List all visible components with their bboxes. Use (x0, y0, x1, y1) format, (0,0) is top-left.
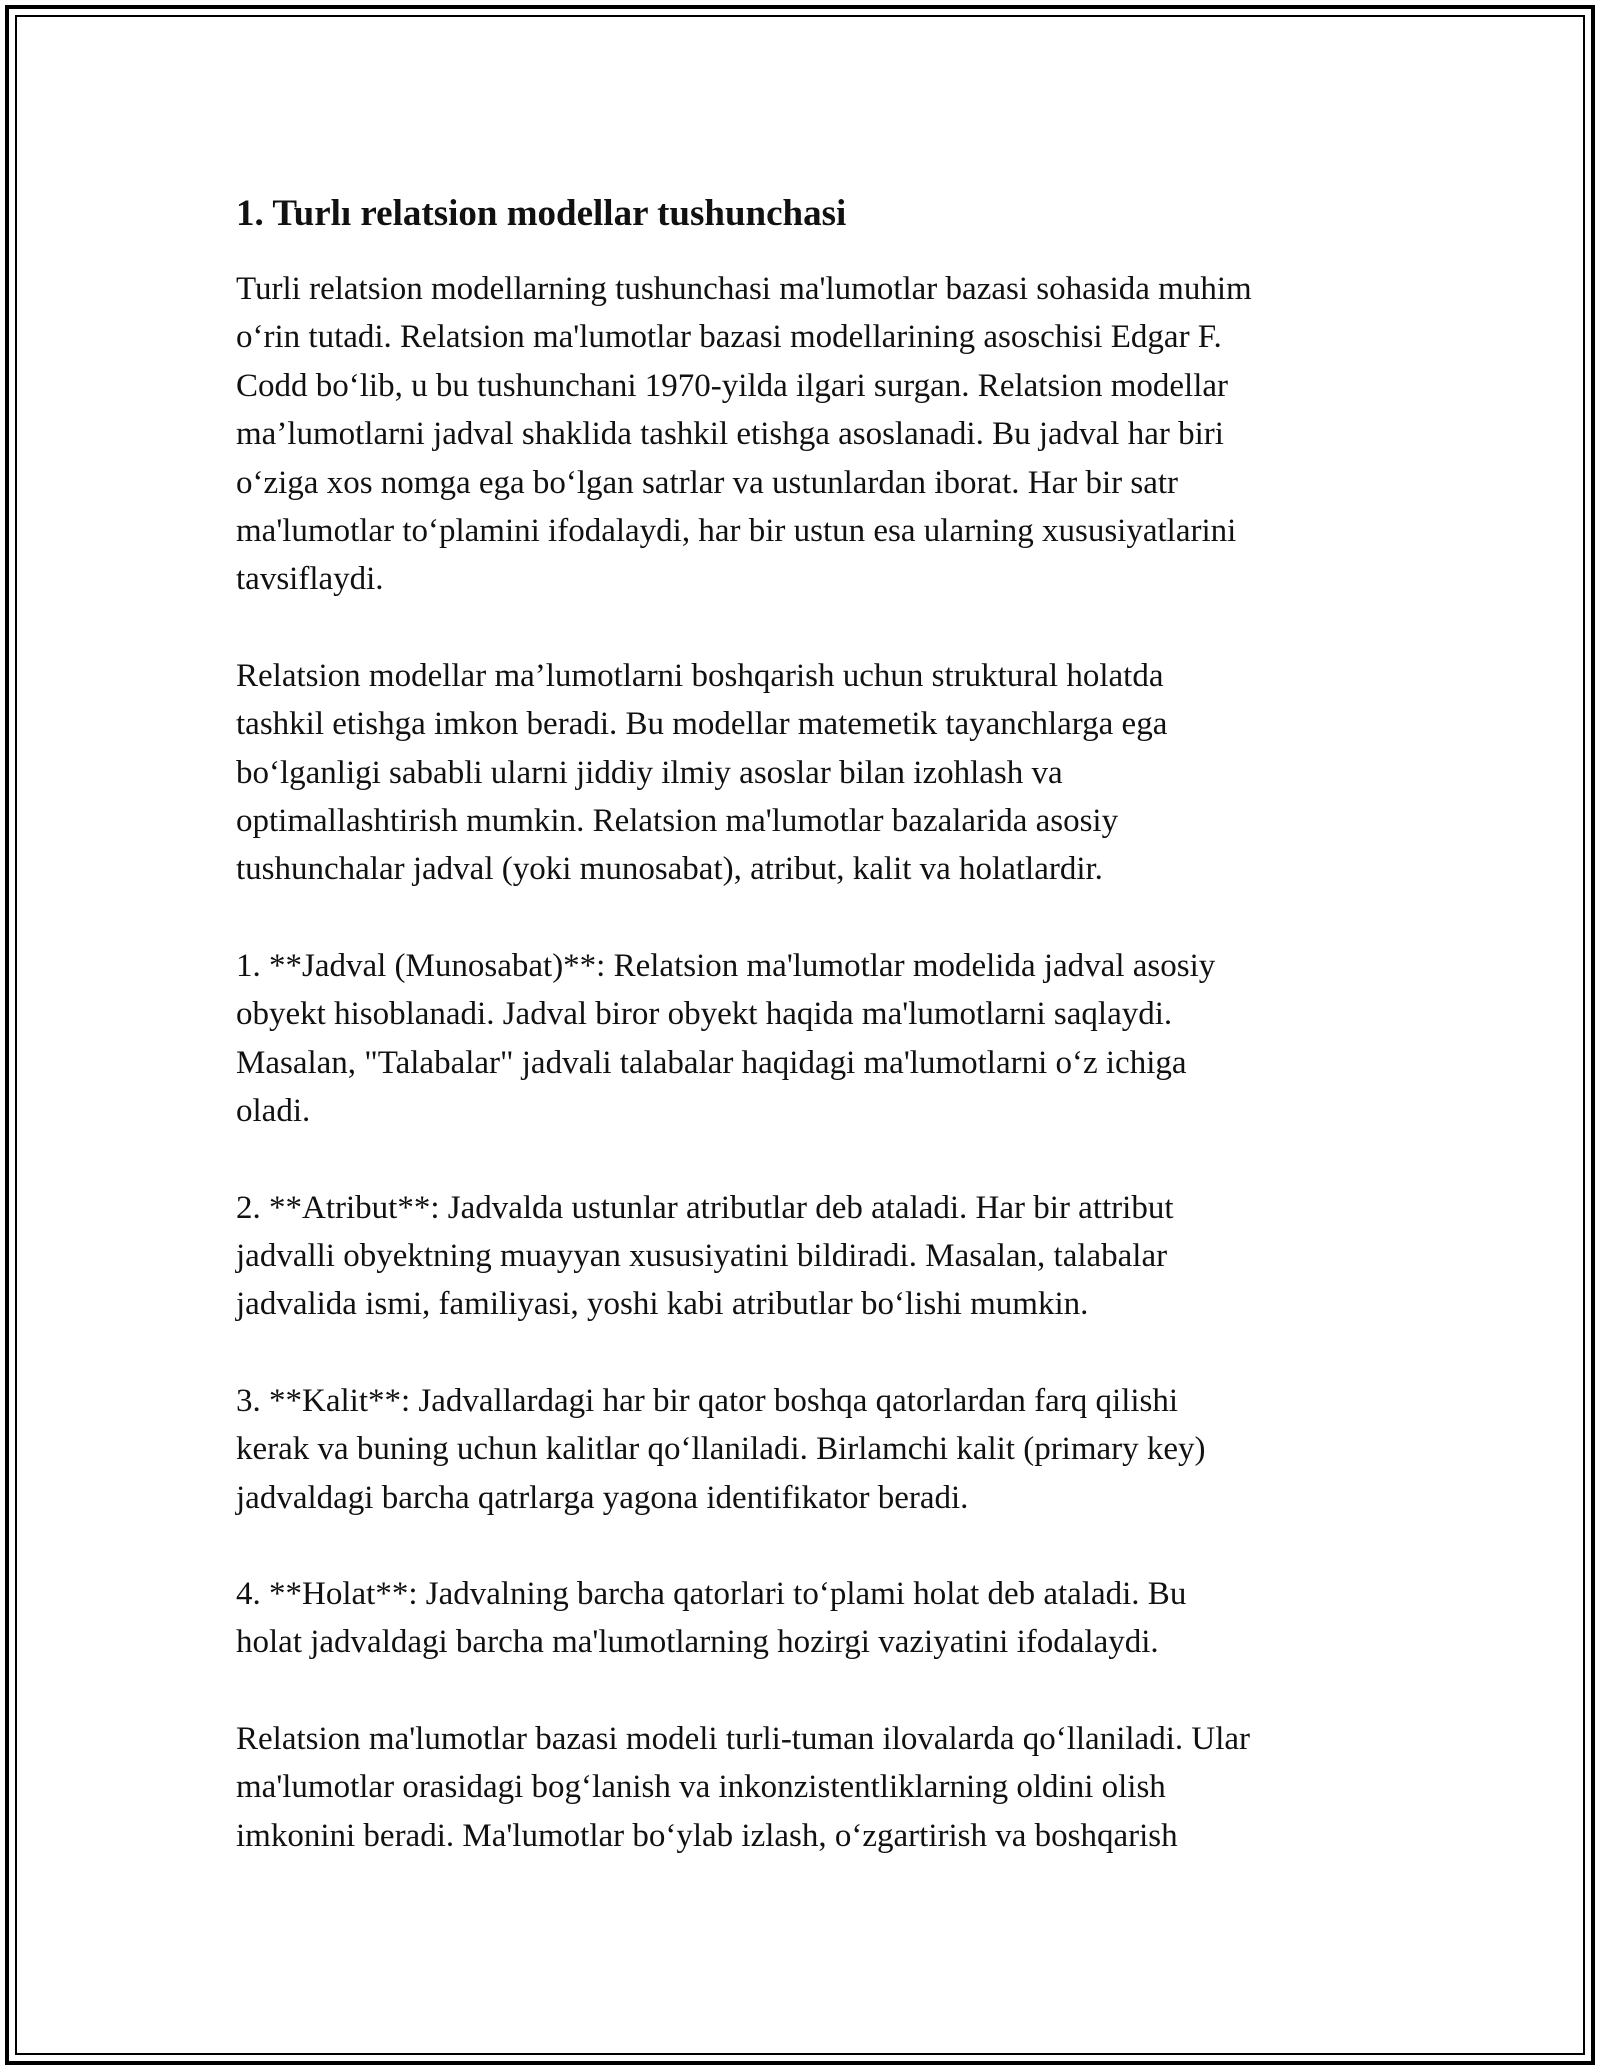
list-item-holat: 4. **Holat**: Jadvalning barcha qatorlari to‘plami holat deb ataladi. Bu holat jadvaldagi barcha ma'lumotlarning hozirgi vaziyatini ifodalaydi. (236, 1575, 1187, 1661)
paragraph-applications: Relatsion ma'lumotlar bazasi modeli turli-tuman ilovalarda qo‘llaniladi. Ular ma'lumotlar orasidagi bog‘lanish va inkonzistentliklarning oldini olish imkonini beradi. Ma'lumotlar bo‘ylab izlash, o‘zgartirish va boshqarish (236, 1720, 1250, 1854)
list-item-jadval: 1. **Jadval (Munosabat)**: Relatsion ma'lumotlar modelida jadval asosiy obyekt hisoblanadi. Jadval biror obyekt haqida ma'lumotlarni saqlaydi. Masalan, "Talabalar" jadvali talabalar haqidagi ma'lumotlarni o‘z ichiga oladi. (236, 947, 1216, 1130)
document-body (236, 185, 1376, 1908)
section-heading: 1. Turlı relatsion modellar tushunchasi (236, 193, 847, 234)
list-item-atribut: 2. **Atribut**: Jadvalda ustunlar atributlar deb ataladi. Har bir attribut jadvalli obyektning muayyan xususiyatini bildiradi. Masalan, talabalar jadvalida ismi, familiyasi, yoshi kabi atributlar bo‘lishi mumkin. (236, 1189, 1174, 1323)
list-item-kalit: 3. **Kalit**: Jadvallardagi har bir qator boshqa qatorlardan farq qilishi kerak va buning uchun kalitlar qo‘llaniladi. Birlamchi kalit (primary key) jadvaldagi barcha qatrlarga yagona identifikator beradi. (236, 1382, 1206, 1516)
paragraph-concepts: Relatsion modellar ma’lumotlarni boshqarish uchun struktural holatda tashkil etishga imkon beradi. Bu modellar matemetik tayanchlarga ega bo‘lganligi sababli ularni jiddiy ilmiy asoslar bilan izohlash va optimallashtirish mumkin. Relatsion ma'lumotlar bazalarida asosiy tushunchalar jadval (yoki munosabat), atribut, kalit va holatlardir. (236, 657, 1168, 888)
paragraph-intro: Turli relatsion modellarning tushunchasi ma'lumotlar bazasi sohasida muhim o‘rin tutadi. Relatsion ma'lumotlar bazasi modellarining asoschisi Edgar F. Codd bo‘lib, u bu tushunchani 1970-yilda ilgari surgan. Relatsion modellar ma’lumotlarni jadval shaklida tashkil etishga asoslanadi. Bu jadval har biri o‘ziga xos nomga ega bo‘lgan satrlar va ustunlardan iborat. Har bir satr ma'lumotlar to‘plamini ifodalaydi, har bir ustun esa ularning xususiyatlarini tavsiflaydi. (236, 271, 1252, 598)
